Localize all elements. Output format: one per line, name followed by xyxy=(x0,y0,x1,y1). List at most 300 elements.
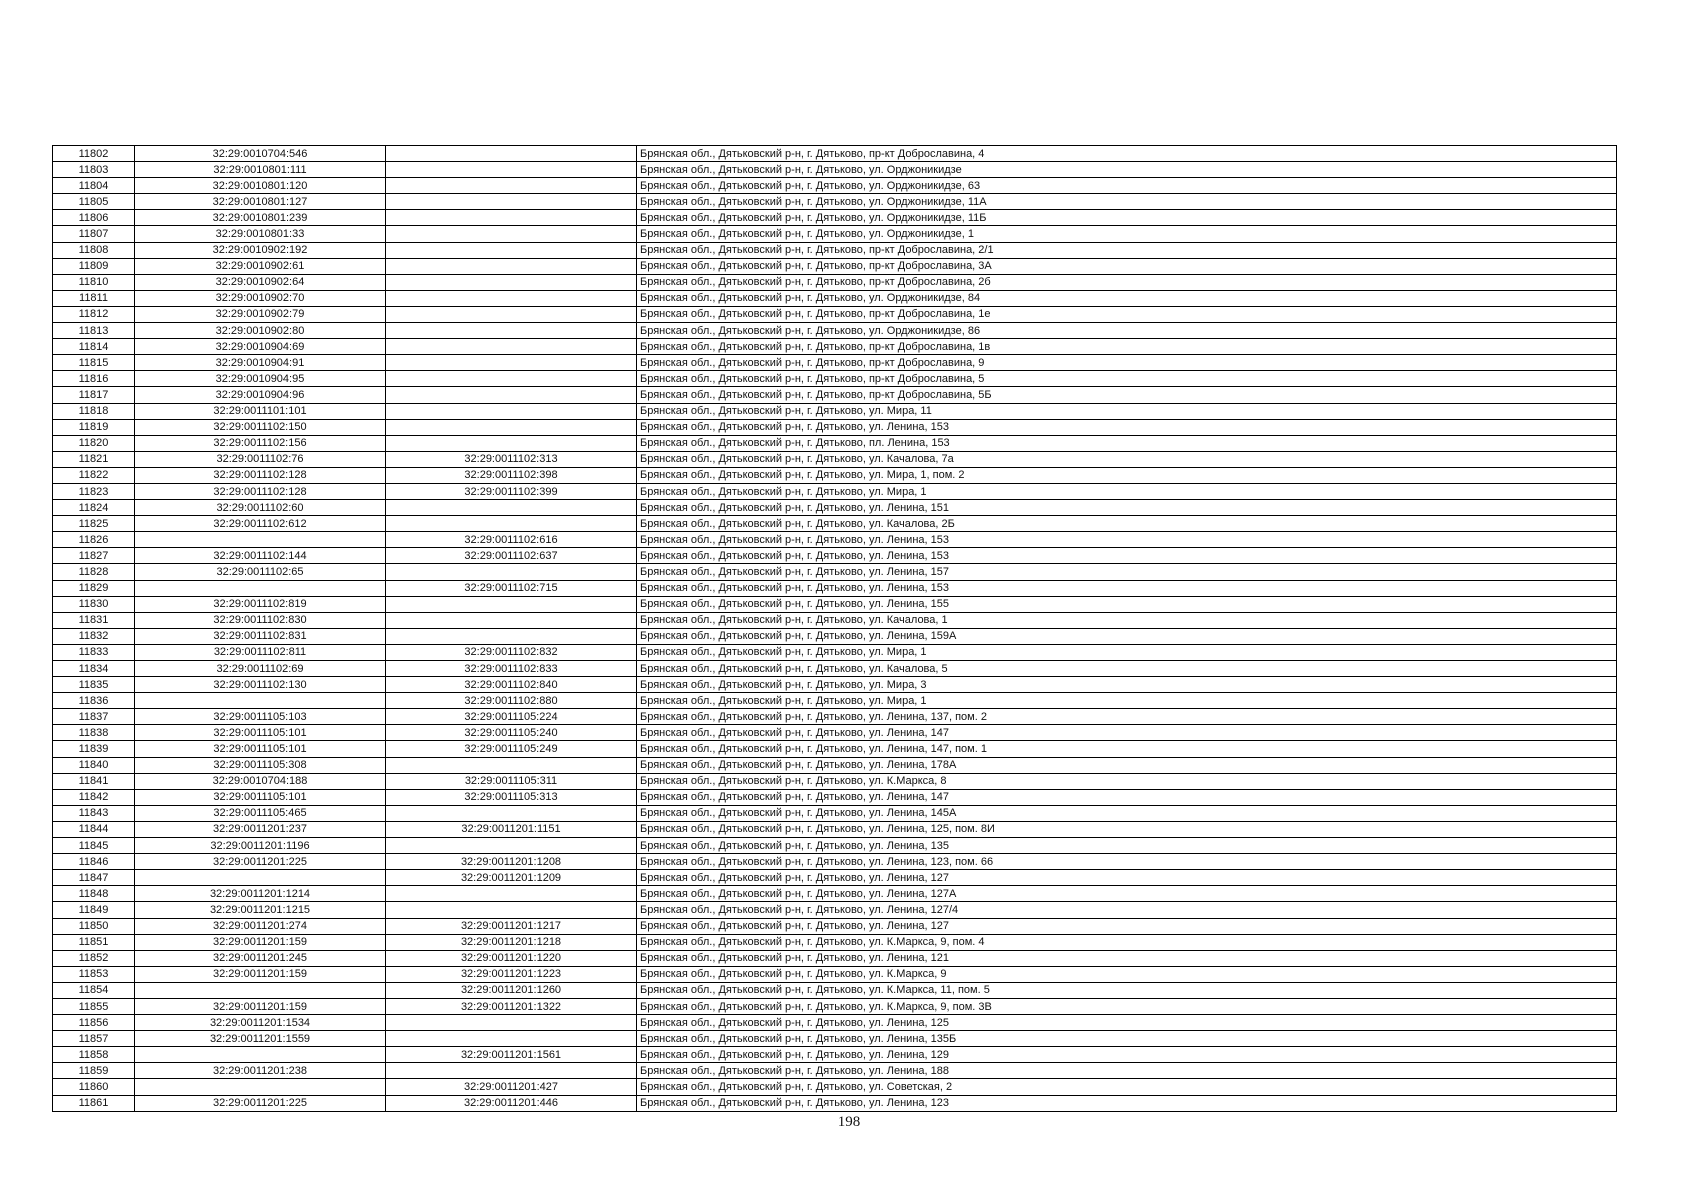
row-number-cell: 11849 xyxy=(53,902,135,918)
parcel-number-cell: 32:29:0010801:33 xyxy=(135,226,386,242)
address-cell: Брянская обл., Дятьковский р-н, г. Дятьково, ул. Ленина, 127 xyxy=(637,918,1617,934)
row-number-cell: 11820 xyxy=(53,435,135,451)
parcel-number-cell: 32:29:0011102:60 xyxy=(135,500,386,516)
building-number-cell xyxy=(386,323,637,339)
building-number-cell xyxy=(386,258,637,274)
row-number-cell: 11857 xyxy=(53,1031,135,1047)
address-cell: Брянская обл., Дятьковский р-н, г. Дятьково, ул. Ленина, 145А xyxy=(637,805,1617,821)
building-number-cell xyxy=(386,290,637,306)
table-row xyxy=(53,210,1617,226)
table-row xyxy=(53,1079,1617,1095)
table-row xyxy=(53,1031,1617,1047)
table-row xyxy=(53,467,1617,483)
row-number-cell: 11819 xyxy=(53,419,135,435)
address-cell: Брянская обл., Дятьковский р-н, г. Дятьково, пл. Ленина, 153 xyxy=(637,435,1617,451)
table-row xyxy=(53,1015,1617,1031)
building-number-cell: 32:29:0011105:240 xyxy=(386,725,637,741)
address-cell: Брянская обл., Дятьковский р-н, г. Дятьково, ул. Ленина, 127А xyxy=(637,886,1617,902)
table-row xyxy=(53,564,1617,580)
row-number-cell: 11844 xyxy=(53,821,135,837)
row-number-cell: 11837 xyxy=(53,709,135,725)
building-number-cell xyxy=(386,210,637,226)
table-row xyxy=(53,870,1617,886)
parcel-number-cell: 32:29:0010904:91 xyxy=(135,355,386,371)
table-row xyxy=(53,854,1617,870)
parcel-number-cell: 32:29:0011105:101 xyxy=(135,725,386,741)
building-number-cell: 32:29:0011201:1260 xyxy=(386,982,637,998)
row-number-cell: 11822 xyxy=(53,467,135,483)
parcel-number-cell: 32:29:0011102:65 xyxy=(135,564,386,580)
address-cell: Брянская обл., Дятьковский р-н, г. Дятьково, ул. Ленина, 153 xyxy=(637,532,1617,548)
address-cell: Брянская обл., Дятьковский р-н, г. Дятьково, пр-кт Доброславина, 5 xyxy=(637,371,1617,387)
table-row xyxy=(53,677,1617,693)
table-row xyxy=(53,596,1617,612)
parcel-number-cell: 32:29:0010801:120 xyxy=(135,178,386,194)
row-number-cell: 11853 xyxy=(53,966,135,982)
parcel-number-cell: 32:29:0011201:1215 xyxy=(135,902,386,918)
row-number-cell: 11825 xyxy=(53,516,135,532)
building-number-cell xyxy=(386,146,637,162)
parcel-number-cell: 32:29:0011101:101 xyxy=(135,403,386,419)
row-number-cell: 11805 xyxy=(53,194,135,210)
address-cell: Брянская обл., Дятьковский р-н, г. Дятьково, пр-кт Доброславина, 1е xyxy=(637,306,1617,322)
row-number-cell: 11802 xyxy=(53,146,135,162)
table-row xyxy=(53,838,1617,854)
building-number-cell xyxy=(386,757,637,773)
table-row xyxy=(53,194,1617,210)
address-cell: Брянская обл., Дятьковский р-н, г. Дятьково, пр-кт Доброславина, 2/1 xyxy=(637,242,1617,258)
table-row xyxy=(53,500,1617,516)
parcel-number-cell: 32:29:0011102:811 xyxy=(135,644,386,660)
parcel-number-cell: 32:29:0011201:159 xyxy=(135,934,386,950)
parcel-number-cell: 32:29:0011102:144 xyxy=(135,548,386,564)
address-cell: Брянская обл., Дятьковский р-н, г. Дятьково, ул. Качалова, 1 xyxy=(637,612,1617,628)
building-number-cell xyxy=(386,516,637,532)
table-row xyxy=(53,371,1617,387)
parcel-number-cell: 32:29:0011201:274 xyxy=(135,918,386,934)
address-cell: Брянская обл., Дятьковский р-н, г. Дятьково, ул. К.Маркса, 9, пом. 3В xyxy=(637,998,1617,1014)
row-number-cell: 11818 xyxy=(53,403,135,419)
parcel-number-cell: 32:29:0011102:130 xyxy=(135,677,386,693)
parcel-number-cell: 32:29:0011102:830 xyxy=(135,612,386,628)
row-number-cell: 11834 xyxy=(53,661,135,677)
table-row xyxy=(53,998,1617,1014)
table-row xyxy=(53,1047,1617,1063)
address-cell: Брянская обл., Дятьковский р-н, г. Дятьково, ул. Мира, 1 xyxy=(637,693,1617,709)
parcel-number-cell: 32:29:0011201:1196 xyxy=(135,838,386,854)
address-cell: Брянская обл., Дятьковский р-н, г. Дятьково, ул. Ленина, 157 xyxy=(637,564,1617,580)
building-number-cell: 32:29:0011102:398 xyxy=(386,467,637,483)
table-row xyxy=(53,242,1617,258)
table-row xyxy=(53,934,1617,950)
table-row xyxy=(53,403,1617,419)
parcel-number-cell: 32:29:0010904:69 xyxy=(135,339,386,355)
address-cell: Брянская обл., Дятьковский р-н, г. Дятьково, ул. Ленина, 188 xyxy=(637,1063,1617,1079)
building-number-cell: 32:29:0011102:399 xyxy=(386,483,637,499)
building-number-cell: 32:29:0011201:1208 xyxy=(386,854,637,870)
parcel-number-cell: 32:29:0011105:308 xyxy=(135,757,386,773)
row-number-cell: 11861 xyxy=(53,1095,135,1111)
parcel-number-cell: 32:29:0010902:192 xyxy=(135,242,386,258)
table-row xyxy=(53,178,1617,194)
row-number-cell: 11835 xyxy=(53,677,135,693)
table-row xyxy=(53,435,1617,451)
address-cell: Брянская обл., Дятьковский р-н, г. Дятьково, ул. Ленина, 135 xyxy=(637,838,1617,854)
building-number-cell xyxy=(386,564,637,580)
parcel-number-cell: 32:29:0011105:101 xyxy=(135,789,386,805)
table-row xyxy=(53,612,1617,628)
building-number-cell xyxy=(386,1015,637,1031)
address-cell: Брянская обл., Дятьковский р-н, г. Дятьково, ул. Ленина, 155 xyxy=(637,596,1617,612)
building-number-cell: 32:29:0011102:832 xyxy=(386,644,637,660)
address-cell: Брянская обл., Дятьковский р-н, г. Дятьково, ул. Ленина, 178А xyxy=(637,757,1617,773)
table-row xyxy=(53,339,1617,355)
parcel-number-cell: 32:29:0011201:1534 xyxy=(135,1015,386,1031)
table-row xyxy=(53,274,1617,290)
address-cell: Брянская обл., Дятьковский р-н, г. Дятьково, ул. Мира, 1 xyxy=(637,644,1617,660)
parcel-number-cell: 32:29:0011102:612 xyxy=(135,516,386,532)
table-row xyxy=(53,628,1617,644)
building-number-cell: 32:29:0011201:1218 xyxy=(386,934,637,950)
address-cell: Брянская обл., Дятьковский р-н, г. Дятьково, ул. Ленина, 125, пом. 8И xyxy=(637,821,1617,837)
row-number-cell: 11854 xyxy=(53,982,135,998)
address-cell: Брянская обл., Дятьковский р-н, г. Дятьково, ул. Орджоникидзе, 84 xyxy=(637,290,1617,306)
row-number-cell: 11856 xyxy=(53,1015,135,1031)
building-number-cell: 32:29:0011105:249 xyxy=(386,741,637,757)
address-cell: Брянская обл., Дятьковский р-н, г. Дятьково, ул. Мира, 1, пом. 2 xyxy=(637,467,1617,483)
parcel-number-cell: 32:29:0011201:238 xyxy=(135,1063,386,1079)
parcel-number-cell: 32:29:0010904:95 xyxy=(135,371,386,387)
page-number: 198 xyxy=(837,1114,861,1130)
table-row xyxy=(53,387,1617,403)
row-number-cell: 11842 xyxy=(53,789,135,805)
row-number-cell: 11828 xyxy=(53,564,135,580)
address-cell: Брянская обл., Дятьковский р-н, г. Дятьково, ул. Качалова, 7а xyxy=(637,451,1617,467)
row-number-cell: 11813 xyxy=(53,323,135,339)
building-number-cell: 32:29:0011105:313 xyxy=(386,789,637,805)
building-number-cell: 32:29:0011201:1220 xyxy=(386,950,637,966)
parcel-number-cell: 32:29:0010904:96 xyxy=(135,387,386,403)
table-row xyxy=(53,1095,1617,1111)
table-row xyxy=(53,419,1617,435)
parcel-number-cell: 32:29:0011105:103 xyxy=(135,709,386,725)
building-number-cell: 32:29:0011102:880 xyxy=(386,693,637,709)
address-cell: Брянская обл., Дятьковский р-н, г. Дятьково, ул. Ленина, 125 xyxy=(637,1015,1617,1031)
parcel-number-cell: 32:29:0010704:188 xyxy=(135,773,386,789)
parcel-number-cell: 32:29:0011201:1559 xyxy=(135,1031,386,1047)
building-number-cell: 32:29:0011201:1217 xyxy=(386,918,637,934)
table-row xyxy=(53,773,1617,789)
row-number-cell: 11855 xyxy=(53,998,135,1014)
row-number-cell: 11859 xyxy=(53,1063,135,1079)
table-row xyxy=(53,290,1617,306)
address-cell: Брянская обл., Дятьковский р-н, г. Дятьково, пр-кт Доброславина, 3А xyxy=(637,258,1617,274)
table-row xyxy=(53,258,1617,274)
address-cell: Брянская обл., Дятьковский р-н, г. Дятьково, ул. Качалова, 5 xyxy=(637,661,1617,677)
row-number-cell: 11829 xyxy=(53,580,135,596)
building-number-cell xyxy=(386,500,637,516)
table-row xyxy=(53,821,1617,837)
address-cell: Брянская обл., Дятьковский р-н, г. Дятьково, ул. Качалова, 2Б xyxy=(637,516,1617,532)
address-cell: Брянская обл., Дятьковский р-н, г. Дятьково, ул. Ленина, 123 xyxy=(637,1095,1617,1111)
building-number-cell xyxy=(386,886,637,902)
row-number-cell: 11811 xyxy=(53,290,135,306)
building-number-cell: 32:29:0011201:446 xyxy=(386,1095,637,1111)
table-row xyxy=(53,661,1617,677)
row-number-cell: 11814 xyxy=(53,339,135,355)
parcel-number-cell xyxy=(135,580,386,596)
table-row xyxy=(53,355,1617,371)
row-number-cell: 11810 xyxy=(53,274,135,290)
building-number-cell xyxy=(386,339,637,355)
address-cell: Брянская обл., Дятьковский р-н, г. Дятьково, пр-кт Доброславина, 1в xyxy=(637,339,1617,355)
row-number-cell: 11839 xyxy=(53,741,135,757)
address-cell: Брянская обл., Дятьковский р-н, г. Дятьково, ул. К.Маркса, 9 xyxy=(637,966,1617,982)
address-cell: Брянская обл., Дятьковский р-н, г. Дятьково, ул. Ленина, 147, пом. 1 xyxy=(637,741,1617,757)
parcel-number-cell: 32:29:0011102:128 xyxy=(135,483,386,499)
parcel-number-cell: 32:29:0011102:69 xyxy=(135,661,386,677)
table-row xyxy=(53,741,1617,757)
table-row xyxy=(53,805,1617,821)
address-cell: Брянская обл., Дятьковский р-н, г. Дятьково, ул. Ленина, 153 xyxy=(637,419,1617,435)
parcel-number-cell: 32:29:0011201:159 xyxy=(135,966,386,982)
row-number-cell: 11826 xyxy=(53,532,135,548)
building-number-cell xyxy=(386,838,637,854)
building-number-cell: 32:29:0011201:427 xyxy=(386,1079,637,1095)
address-cell: Брянская обл., Дятьковский р-н, г. Дятьково, ул. Ленина, 147 xyxy=(637,789,1617,805)
row-number-cell: 11827 xyxy=(53,548,135,564)
building-number-cell xyxy=(386,612,637,628)
row-number-cell: 11848 xyxy=(53,886,135,902)
table-row xyxy=(53,226,1617,242)
row-number-cell: 11815 xyxy=(53,355,135,371)
row-number-cell: 11847 xyxy=(53,870,135,886)
row-number-cell: 11845 xyxy=(53,838,135,854)
row-number-cell: 11851 xyxy=(53,934,135,950)
address-cell: Брянская обл., Дятьковский р-н, г. Дятьково, ул. Советская, 2 xyxy=(637,1079,1617,1095)
building-number-cell xyxy=(386,242,637,258)
address-cell: Брянская обл., Дятьковский р-н, г. Дятьково, ул. Орджоникидзе, 11А xyxy=(637,194,1617,210)
parcel-number-cell: 32:29:0011201:245 xyxy=(135,950,386,966)
parcel-number-cell: 32:29:0010704:546 xyxy=(135,146,386,162)
address-cell: Брянская обл., Дятьковский р-н, г. Дятьково, ул. Орджоникидзе, 11Б xyxy=(637,210,1617,226)
building-number-cell xyxy=(386,403,637,419)
address-cell: Брянская обл., Дятьковский р-н, г. Дятьково, ул. Орджоникидзе, 1 xyxy=(637,226,1617,242)
building-number-cell xyxy=(386,178,637,194)
parcel-number-cell xyxy=(135,1047,386,1063)
parcel-number-cell xyxy=(135,1079,386,1095)
row-number-cell: 11803 xyxy=(53,162,135,178)
parcel-number-cell: 32:29:0010801:127 xyxy=(135,194,386,210)
table-row xyxy=(53,918,1617,934)
row-number-cell: 11841 xyxy=(53,773,135,789)
building-number-cell xyxy=(386,355,637,371)
table-row xyxy=(53,516,1617,532)
parcel-number-cell: 32:29:0010801:111 xyxy=(135,162,386,178)
row-number-cell: 11823 xyxy=(53,483,135,499)
building-number-cell: 32:29:0011201:1151 xyxy=(386,821,637,837)
parcel-number-cell: 32:29:0010902:61 xyxy=(135,258,386,274)
table-row xyxy=(53,725,1617,741)
address-cell: Брянская обл., Дятьковский р-н, г. Дятьково, ул. Ленина, 135Б xyxy=(637,1031,1617,1047)
building-number-cell: 32:29:0011201:1209 xyxy=(386,870,637,886)
table-row xyxy=(53,580,1617,596)
table-row xyxy=(53,693,1617,709)
table-row xyxy=(53,982,1617,998)
parcel-number-cell: 32:29:0011102:831 xyxy=(135,628,386,644)
row-number-cell: 11840 xyxy=(53,757,135,773)
address-cell: Брянская обл., Дятьковский р-н, г. Дятьково, пр-кт Доброславина, 4 xyxy=(637,146,1617,162)
building-number-cell: 32:29:0011201:1223 xyxy=(386,966,637,982)
building-number-cell: 32:29:0011102:616 xyxy=(386,532,637,548)
building-number-cell: 32:29:0011102:840 xyxy=(386,677,637,693)
row-number-cell: 11808 xyxy=(53,242,135,258)
row-number-cell: 11804 xyxy=(53,178,135,194)
address-cell: Брянская обл., Дятьковский р-н, г. Дятьково, ул. Орджоникидзе, 63 xyxy=(637,178,1617,194)
row-number-cell: 11812 xyxy=(53,306,135,322)
address-cell: Брянская обл., Дятьковский р-н, г. Дятьково, пр-кт Доброславина, 9 xyxy=(637,355,1617,371)
parcel-number-cell xyxy=(135,693,386,709)
address-cell: Брянская обл., Дятьковский р-н, г. Дятьково, ул. Ленина, 151 xyxy=(637,500,1617,516)
address-cell: Брянская обл., Дятьковский р-н, г. Дятьково, ул. Ленина, 123, пом. 66 xyxy=(637,854,1617,870)
building-number-cell xyxy=(386,805,637,821)
building-number-cell xyxy=(386,194,637,210)
address-cell: Брянская обл., Дятьковский р-н, г. Дятьково, ул. Ленина, 129 xyxy=(637,1047,1617,1063)
address-cell: Брянская обл., Дятьковский р-н, г. Дятьково, ул. К.Маркса, 9, пом. 4 xyxy=(637,934,1617,950)
table-row xyxy=(53,789,1617,805)
parcel-number-cell: 32:29:0011201:225 xyxy=(135,1095,386,1111)
address-cell: Брянская обл., Дятьковский р-н, г. Дятьково, ул. Ленина, 153 xyxy=(637,580,1617,596)
parcel-number-cell: 32:29:0011102:150 xyxy=(135,419,386,435)
address-cell: Брянская обл., Дятьковский р-н, г. Дятьково, ул. Орджоникидзе, 86 xyxy=(637,323,1617,339)
row-number-cell: 11806 xyxy=(53,210,135,226)
parcel-number-cell: 32:29:0011102:156 xyxy=(135,435,386,451)
row-number-cell: 11850 xyxy=(53,918,135,934)
row-number-cell: 11843 xyxy=(53,805,135,821)
row-number-cell: 11831 xyxy=(53,612,135,628)
parcel-number-cell: 32:29:0011201:237 xyxy=(135,821,386,837)
building-number-cell xyxy=(386,1031,637,1047)
building-number-cell: 32:29:0011102:637 xyxy=(386,548,637,564)
parcel-number-cell: 32:29:0011102:76 xyxy=(135,451,386,467)
cadastral-table xyxy=(52,145,1617,1112)
building-number-cell: 32:29:0011201:1322 xyxy=(386,998,637,1014)
table-row xyxy=(53,644,1617,660)
building-number-cell xyxy=(386,419,637,435)
table-row xyxy=(53,966,1617,982)
address-cell: Брянская обл., Дятьковский р-н, г. Дятьково, ул. Ленина, 127 xyxy=(637,870,1617,886)
address-cell: Брянская обл., Дятьковский р-н, г. Дятьково, ул. Ленина, 159А xyxy=(637,628,1617,644)
address-cell: Брянская обл., Дятьковский р-н, г. Дятьково, ул. Ленина, 137, пом. 2 xyxy=(637,709,1617,725)
building-number-cell: 32:29:0011105:224 xyxy=(386,709,637,725)
address-cell: Брянская обл., Дятьковский р-н, г. Дятьково, ул. Ленина, 127/4 xyxy=(637,902,1617,918)
table-row xyxy=(53,162,1617,178)
parcel-number-cell: 32:29:0011102:128 xyxy=(135,467,386,483)
address-cell: Брянская обл., Дятьковский р-н, г. Дятьково, ул. Ленина, 121 xyxy=(637,950,1617,966)
parcel-number-cell xyxy=(135,982,386,998)
building-number-cell xyxy=(386,902,637,918)
row-number-cell: 11809 xyxy=(53,258,135,274)
building-number-cell xyxy=(386,274,637,290)
row-number-cell: 11830 xyxy=(53,596,135,612)
building-number-cell xyxy=(386,435,637,451)
address-cell: Брянская обл., Дятьковский р-н, г. Дятьково, ул. Орджоникидзе xyxy=(637,162,1617,178)
building-number-cell: 32:29:0011102:833 xyxy=(386,661,637,677)
building-number-cell: 32:29:0011201:1561 xyxy=(386,1047,637,1063)
parcel-number-cell: 32:29:0010801:239 xyxy=(135,210,386,226)
table-row xyxy=(53,532,1617,548)
parcel-number-cell: 32:29:0011201:159 xyxy=(135,998,386,1014)
building-number-cell xyxy=(386,162,637,178)
building-number-cell xyxy=(386,596,637,612)
table-row xyxy=(53,709,1617,725)
building-number-cell: 32:29:0011102:715 xyxy=(386,580,637,596)
address-cell: Брянская обл., Дятьковский р-н, г. Дятьково, ул. Ленина, 153 xyxy=(637,548,1617,564)
building-number-cell xyxy=(386,387,637,403)
parcel-number-cell: 32:29:0010902:80 xyxy=(135,323,386,339)
building-number-cell: 32:29:0011105:311 xyxy=(386,773,637,789)
table-row xyxy=(53,886,1617,902)
building-number-cell xyxy=(386,371,637,387)
row-number-cell: 11807 xyxy=(53,226,135,242)
row-number-cell: 11836 xyxy=(53,693,135,709)
parcel-number-cell xyxy=(135,870,386,886)
parcel-number-cell: 32:29:0010902:64 xyxy=(135,274,386,290)
table-row xyxy=(53,548,1617,564)
row-number-cell: 11852 xyxy=(53,950,135,966)
row-number-cell: 11824 xyxy=(53,500,135,516)
table-row xyxy=(53,146,1617,162)
table-row xyxy=(53,1063,1617,1079)
parcel-number-cell: 32:29:0010902:79 xyxy=(135,306,386,322)
row-number-cell: 11838 xyxy=(53,725,135,741)
building-number-cell xyxy=(386,306,637,322)
parcel-number-cell: 32:29:0011102:819 xyxy=(135,596,386,612)
address-cell: Брянская обл., Дятьковский р-н, г. Дятьково, ул. К.Маркса, 8 xyxy=(637,773,1617,789)
table-row xyxy=(53,902,1617,918)
address-cell: Брянская обл., Дятьковский р-н, г. Дятьково, ул. Ленина, 147 xyxy=(637,725,1617,741)
building-number-cell xyxy=(386,1063,637,1079)
address-cell: Брянская обл., Дятьковский р-н, г. Дятьково, пр-кт Доброславина, 2б xyxy=(637,274,1617,290)
table-row xyxy=(53,483,1617,499)
table-row xyxy=(53,323,1617,339)
row-number-cell: 11860 xyxy=(53,1079,135,1095)
address-cell: Брянская обл., Дятьковский р-н, г. Дятьково, пр-кт Доброславина, 5Б xyxy=(637,387,1617,403)
building-number-cell: 32:29:0011102:313 xyxy=(386,451,637,467)
table-body xyxy=(53,146,1617,1112)
address-cell: Брянская обл., Дятьковский р-н, г. Дятьково, ул. К.Маркса, 11, пом. 5 xyxy=(637,982,1617,998)
row-number-cell: 11816 xyxy=(53,371,135,387)
row-number-cell: 11833 xyxy=(53,644,135,660)
building-number-cell xyxy=(386,226,637,242)
row-number-cell: 11846 xyxy=(53,854,135,870)
building-number-cell xyxy=(386,628,637,644)
parcel-number-cell: 32:29:0010902:70 xyxy=(135,290,386,306)
row-number-cell: 11817 xyxy=(53,387,135,403)
parcel-number-cell: 32:29:0011201:225 xyxy=(135,854,386,870)
address-cell: Брянская обл., Дятьковский р-н, г. Дятьково, ул. Мира, 11 xyxy=(637,403,1617,419)
table-row xyxy=(53,757,1617,773)
row-number-cell: 11821 xyxy=(53,451,135,467)
table-row xyxy=(53,451,1617,467)
parcel-number-cell: 32:29:0011105:465 xyxy=(135,805,386,821)
parcel-number-cell xyxy=(135,532,386,548)
row-number-cell: 11832 xyxy=(53,628,135,644)
row-number-cell: 11858 xyxy=(53,1047,135,1063)
parcel-number-cell: 32:29:0011105:101 xyxy=(135,741,386,757)
parcel-number-cell: 32:29:0011201:1214 xyxy=(135,886,386,902)
address-cell: Брянская обл., Дятьковский р-н, г. Дятьково, ул. Мира, 1 xyxy=(637,483,1617,499)
